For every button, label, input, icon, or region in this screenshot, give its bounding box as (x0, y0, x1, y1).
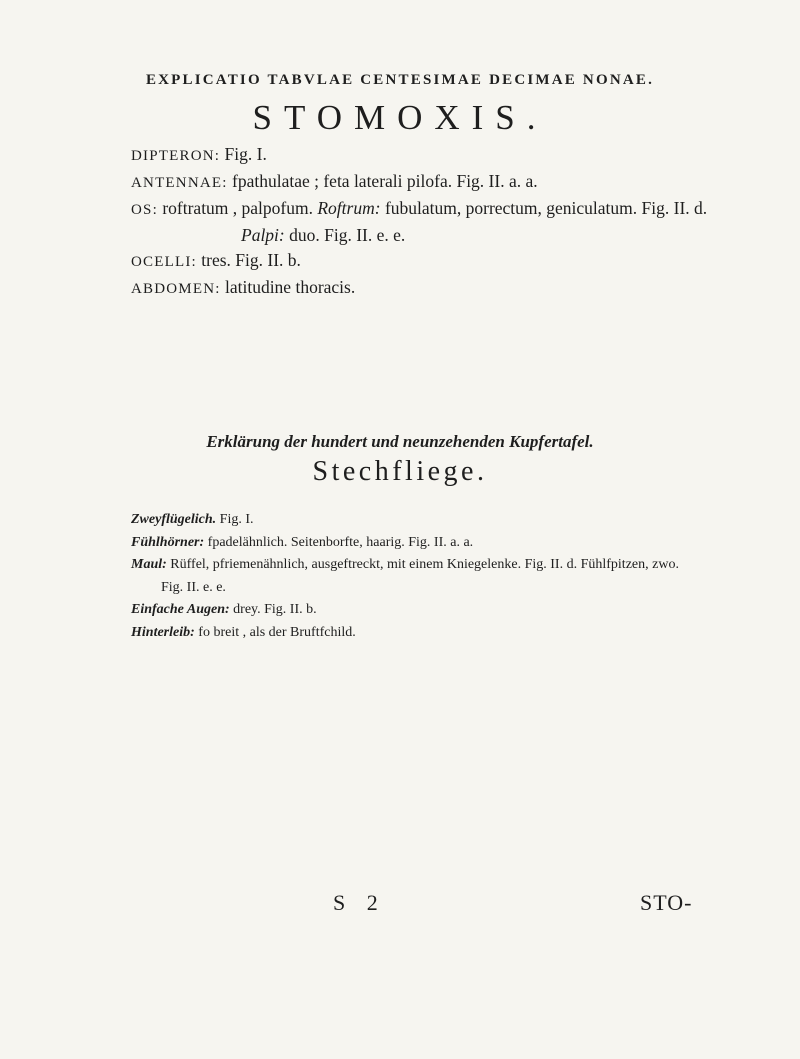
german-entry-fuehlhoerner (131, 532, 791, 555)
entry-term: ANTENNAE: (131, 175, 228, 191)
catchword: STO- (640, 890, 693, 915)
latin-title: STOMOXIS. (252, 98, 548, 137)
german-entry-einfache-augen (131, 599, 791, 622)
entry-text: tres. Fig. II. b. (201, 250, 301, 270)
entry-term: Zweyflügelich. (131, 512, 217, 527)
latin-entries (131, 142, 771, 302)
latin-entry-antennae (131, 169, 771, 196)
entry-subterm: Roftrum: (317, 198, 381, 218)
entry-term: Maul: (131, 557, 167, 572)
entry-text: roftratum , palpofum. (162, 198, 313, 218)
entry-subterm: Palpi: (241, 225, 285, 245)
entry-text: latitudine thoracis. (224, 277, 356, 297)
entry-term: DIPTERON: (131, 148, 221, 164)
entry-text: Fig. II. e. e. (161, 579, 226, 595)
german-running-header: Erklärung der hundert und neunzehenden Kupfertafel. (206, 432, 594, 451)
entry-text: fo breit , als der Bruftfchild. (198, 624, 356, 640)
entry-term: ABDOMEN: (131, 281, 221, 297)
entry-text: fpadelähnlich. Seitenborfte, haarig. Fig. II. a. a. (207, 534, 474, 550)
latin-entry-os (131, 196, 771, 223)
latin-running-header: EXPLICATIO TABVLAE CENTESIMAE DECIMAE NONAE. (145, 72, 655, 88)
entry-term: OS: (131, 202, 158, 218)
latin-entry-dipteron (131, 142, 771, 169)
entry-term: OCELLI: (131, 254, 197, 270)
entry-term: Einfache Augen: (131, 602, 230, 617)
entry-text: fubulatum, porrectum, geniculatum. Fig. II. d. (384, 198, 708, 218)
entry-text: Fig. I. (224, 144, 267, 164)
entry-text: Fig. I. (219, 512, 254, 527)
signature-mark: S 2 (333, 890, 386, 915)
latin-entry-ocelli (131, 248, 771, 275)
german-entry-zweyfluegelich (131, 509, 791, 532)
german-entries (131, 509, 791, 644)
german-title: Stechfliege. (312, 456, 488, 487)
latin-entry-abdomen (131, 275, 771, 302)
entry-term: Fühlhörner: (131, 534, 205, 550)
entry-text: Rüffel, pfriemenähnlich, ausgeftreckt, mit einem Kniegelenke. Fig. II. d. Fühlfpitzen, zwo. (170, 557, 679, 572)
entry-text: duo. Fig. II. e. e. (289, 225, 406, 245)
entry-text: drey. Fig. II. b. (233, 602, 317, 617)
german-entry-hinterleib (131, 622, 791, 645)
latin-entry-palpi (131, 223, 771, 248)
entry-term: Hinterleib: (131, 624, 195, 640)
entry-text: fpathulatae ; feta laterali pilofa. Fig. II. a. a. (232, 171, 538, 191)
german-entry-maul (131, 554, 791, 577)
german-entry-maul-continued (131, 577, 791, 600)
